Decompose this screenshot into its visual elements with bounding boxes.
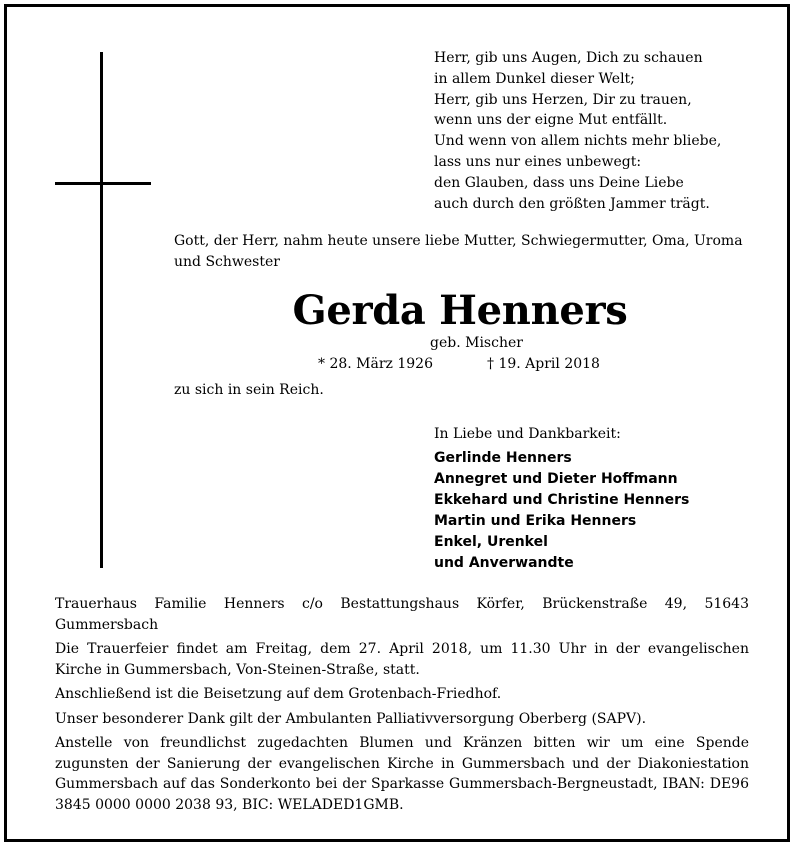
poem-line: lass uns nur eines unbewegt: bbox=[434, 153, 642, 170]
closing-text: zu sich in sein Reich. bbox=[174, 382, 324, 398]
poem-line: auch durch den größten Jammer trägt. bbox=[434, 195, 710, 212]
intro-text: Gott, der Herr, nahm heute unsere liebe Mutter, Schwiegermutter, Oma, Uroma und Schwester bbox=[174, 233, 743, 270]
family-member: Gerlinde Henners bbox=[434, 450, 572, 466]
mourning-house-notice: Trauerhaus Familie Henners c/o Bestattungshaus Körfer, Brückenstraße 49, 51643 Gummersbach bbox=[55, 596, 749, 633]
poem-line: Herr, gib uns Augen, Dich zu schauen bbox=[434, 50, 703, 66]
poem bbox=[434, 48, 721, 214]
birth-date: * 28. März 1926 bbox=[318, 356, 433, 372]
family-member: Martin und Erika Henners bbox=[434, 513, 637, 529]
poem-line: wenn uns der eigne Mut entfällt. bbox=[434, 112, 668, 129]
poem-line: den Glauben, dass uns Deine Liebe bbox=[434, 174, 684, 191]
family-list bbox=[434, 448, 689, 574]
cross-horizontal-bar bbox=[55, 182, 151, 185]
maiden-name: geb. Mischer bbox=[430, 335, 523, 351]
family-member: und Anverwandte bbox=[434, 555, 574, 571]
family-member: Ekkehard und Christine Henners bbox=[434, 492, 690, 508]
burial-notice: Anschließend ist die Beisetzung auf dem Grotenbach-Friedhof. bbox=[55, 686, 502, 702]
notices bbox=[55, 594, 749, 819]
family-member: Enkel, Urenkel bbox=[434, 534, 548, 550]
poem-line: Herr, gib uns Herzen, Dir zu trauen, bbox=[434, 91, 692, 108]
poem-line: in allem Dunkel dieser Welt; bbox=[434, 70, 635, 87]
poem-line: Und wenn von allem nichts mehr bliebe, bbox=[434, 133, 722, 150]
family-member: Annegret und Dieter Hoffmann bbox=[434, 471, 678, 487]
gratitude-label: In Liebe und Dankbarkeit: bbox=[434, 426, 621, 442]
donation-notice: Anstelle von freundlichst zugedachten Blumen und Kränzen bitten wir um eine Spende zugunsten der Sanierung der evangelischen Kirche in Gummersbach und der Diakoniestation Gummersbach auf das Sonderkonto bei der Sparkasse Gummersbach-Bergneustadt, IBAN: DE96 3845 0000 0000 2038 93, BIC: WELADED1GMB. bbox=[55, 735, 749, 813]
death-date: † 19. April 2018 bbox=[487, 356, 600, 372]
deceased-name: Gerda Henners bbox=[292, 287, 628, 334]
funeral-service-notice: Die Trauerfeier findet am Freitag, dem 27. April 2018, um 11.30 Uhr in der evangelischen Kirche in Gummersbach, Von-Steinen-Straße, statt. bbox=[55, 641, 749, 678]
thanks-notice: Unser besonderer Dank gilt der Ambulanten Palliativversorgung Oberberg (SAPV). bbox=[55, 710, 647, 727]
